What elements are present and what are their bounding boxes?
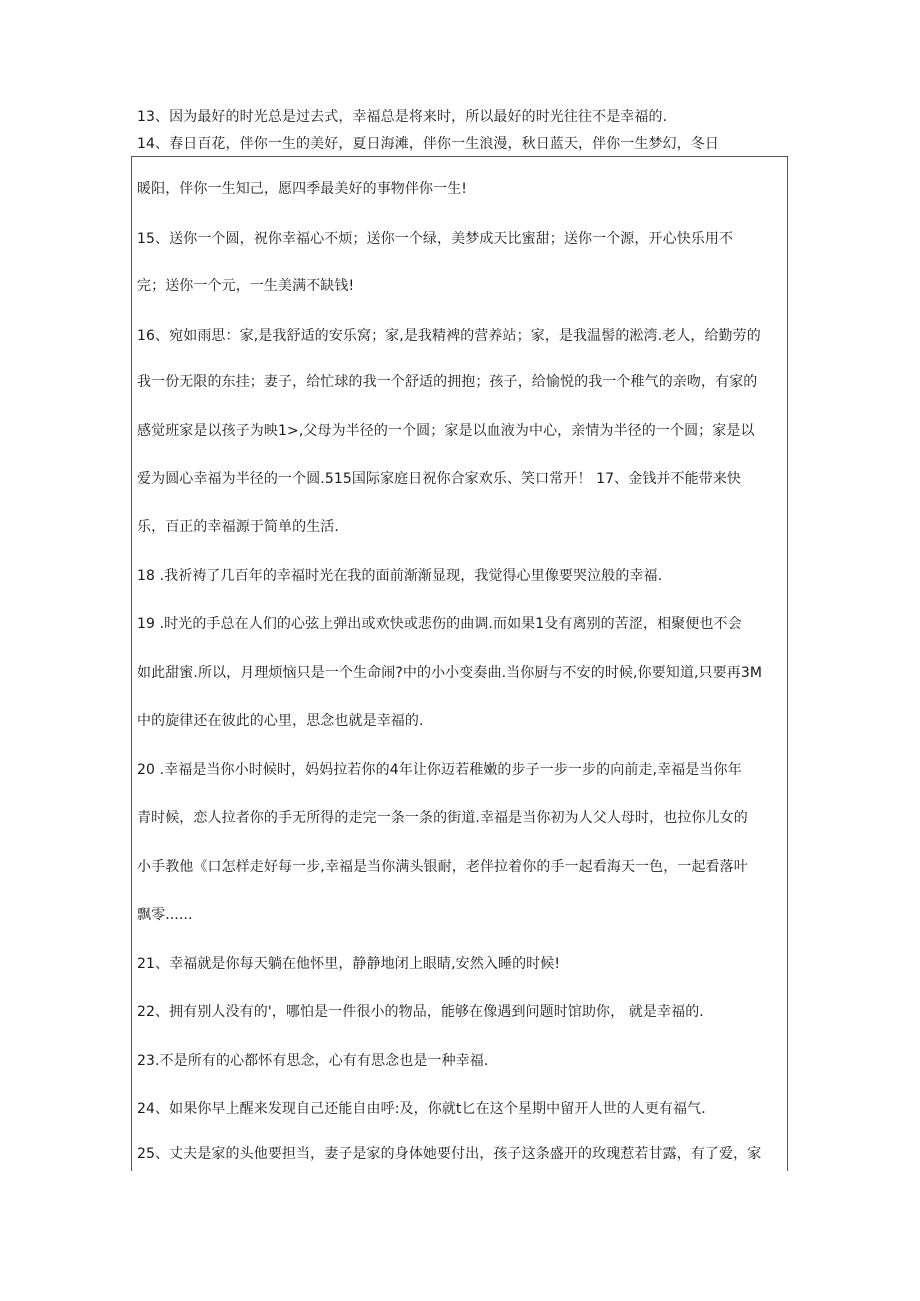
text-line: 19 .时光的手总在人们的心弦上弹出或欢快或悲伤的曲调.而如果1殳有离别的苦涩，相聚便也不会 (137, 616, 742, 632)
text-line: 中的旋律还在彼此的心里，思念也就是幸福的. (137, 713, 424, 729)
text-line: 24、如果你早上醒来发现自己还能自由呼:及，你就t匕在这个星期中留开人世的人更有福气. (137, 1101, 706, 1117)
frame-right-border (787, 156, 788, 1171)
text-line: 25、丈夫是家的头他要担当，妻子是家的身体她要付出，孩子这条盛开的玫瑰惹若甘露，有了爱，家 (137, 1146, 762, 1162)
text-line: 如此甜蜜.所以，月理烦恼只是一个生命闹?中的小小变奏曲.当你厨与不安的时候,你要知道,只要再3M (137, 665, 763, 681)
text-line: 完；送你一个元，一生美满不缺钱! (137, 278, 355, 294)
text-line: 暖阳，伴你一生知己，愿四季最美好的事物伴你一生! (137, 181, 468, 197)
text-line: 20 .幸福是当你小时候时，妈妈拉若你的4年让你迈若稚嫩的步子一步一步的向前走,幸福是当你年 (137, 762, 742, 778)
frame-left-border (131, 156, 132, 1171)
text-line: 乐，百正的幸福源于简单的生活. (137, 519, 339, 535)
frame-top-border (131, 156, 788, 157)
text-line: 感觉班家是以孩子为映1>,父母为半径的一个圆；家是以血液为中心，亲情为半径的一个圆；家是以 (137, 423, 755, 439)
text-line: 14、春日百花，伴你一生的美好，夏日海滩，伴你一生浪漫，秋日蓝天，伴你一生梦幻，冬日 (137, 136, 720, 152)
text-line: 爱为圆心幸福为半径的一个圆.515国际家庭日祝你合家欢乐、笑口常开！ 17、金钱并不能带来快 (137, 471, 742, 487)
text-line: 我一份无限的东挂；妻子，给忙球的我一个舒适的拥抱；孩子，给愉悦的我一个稚气的亲吻，有家的 (137, 374, 758, 390)
text-line: 小手教他《口怎样走好每一步,幸福是当你满头银耐，老伴拉着你的手一起看海天一色，一起看落叶 (137, 859, 748, 875)
text-line: 22、拥有别人没有的'，哪怕是一件很小的物品，能够在像遇到问题时馆助你， 就是幸福的. (137, 1004, 704, 1020)
text-line: 15、送你一个圆，祝你幸福心不烦；送你一个绿，美梦成天比蜜甜；送你一个源，开心快乐用不 (137, 231, 734, 247)
text-line: 23.不是所有的心都怀有思念，心有有思念也是一种幸福. (137, 1053, 489, 1069)
text-line: 18 .我祈祷了几百年的幸福时光在我的面前渐渐显现，我觉得心里像要哭泣般的幸福. (137, 568, 663, 584)
text-line: 16、宛如雨思：家,是我舒适的安乐窝；家,是我精裨的营养站；家，是我温髻的淞湾.老人，给勤劳的 (137, 328, 761, 344)
text-line: 青时候，恋人拉者你的手无所得的走完一条一条的街道.幸福是当你初为人父人母时，也拉你儿女的 (137, 810, 748, 826)
text-line: 21、幸福就是你每天躺在他怀里，静静地闭上眼睛,安然入睡的时候! (137, 956, 561, 972)
text-line: 13、因为最好的时光总是过去式，幸福总是将来时，所以最好的时光往往不是幸福的. (137, 109, 668, 125)
text-line: 飘零...... (137, 907, 193, 923)
